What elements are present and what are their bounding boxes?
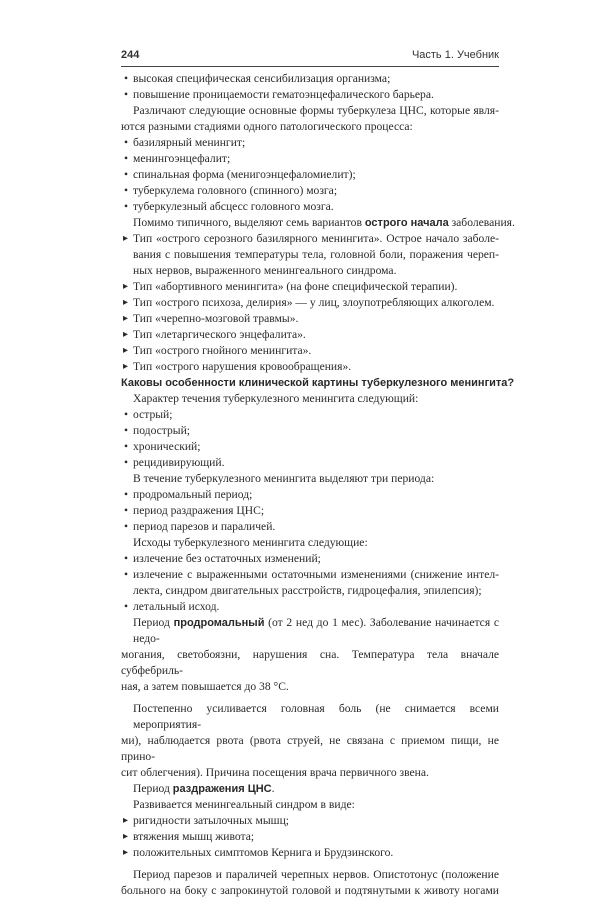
list-item-cont: вания с повышения температуры тела, головной боли, поражения череп- (133, 248, 499, 261)
paragraph-line: ная, а затем повышается до 38 °С. (121, 680, 289, 693)
paragraph-line: ются разными стадиями одного патологического процесса: (121, 120, 413, 133)
list-item: • период раздражения ЦНС; (121, 503, 499, 519)
list-item: ▸ положительных симптомов Кернига и Брудзинского. (121, 845, 499, 861)
list-item: • базилярный менингит; (121, 135, 499, 151)
list-item: ▸ Тип «острого психоза, делирия» — у лиц, злоупотребляющих алкоголем. (121, 295, 499, 311)
header-rule (121, 66, 499, 67)
list-item: • подострый; (121, 423, 499, 439)
list-item: ▸ ригидности затылочных мышц; (121, 813, 499, 829)
list-item: ▸ втяжения мышц живота; (121, 829, 499, 845)
paragraph-line (121, 215, 515, 231)
list-item: • продромальный период; (121, 487, 499, 503)
list-item: • высокая специфическая сенсибилизация организма; (121, 71, 499, 87)
list-item: • излечение с выраженными остаточными изменениями (снижение интел- (121, 567, 499, 583)
list-item: • рецидивирующий. (121, 455, 499, 471)
paragraph-line (121, 615, 499, 647)
paragraph-line: больного на боку с запрокинутой головой и подтянутыми к животу ногами (121, 884, 499, 897)
text-run: заболевания. (448, 216, 515, 229)
part-title: Часть 1. Учебник (411, 49, 499, 61)
list-item: • спинальная форма (менигоэнцефаломиелит); (121, 167, 499, 183)
list-item: ▸ Тип «абортивного менингита» (на фоне специфической терапии). (121, 279, 499, 295)
text-run: Помимо типичного, выделяют семь вариантов (133, 216, 365, 229)
list-item: ▸ Тип «черепно-мозговой травмы». (121, 311, 499, 327)
list-item: • повышение проницаемости гематоэнцефалического барьера. (121, 87, 499, 103)
paragraph-line: ми), наблюдается рвота (рвота струей, не связана с приемом пищи, не прино- (121, 734, 499, 763)
text-run: . (271, 782, 275, 795)
list-item: ▸ Тип «летаргического энцефалита». (121, 327, 499, 343)
list-item-cont: лекта, синдром двигательных расстройств, гидроцефалия, эпилепсия); (133, 584, 482, 597)
bold-term: острого начала (364, 217, 449, 229)
paragraph-line: Исходы туберкулезного менингита следующие: (133, 536, 368, 549)
paragraph-line: Развивается менингеальный синдром в виде: (133, 798, 355, 811)
page-body (121, 71, 515, 899)
list-item: ▸ Тип «острого гнойного менингита». (121, 343, 499, 359)
list-item: • менингоэнцефалит; (121, 151, 499, 167)
list-item: • острый; (121, 407, 499, 423)
page-number: 244 (121, 49, 140, 61)
bold-term: раздражения ЦНС (172, 783, 272, 795)
list-item: • хронический; (121, 439, 499, 455)
paragraph-line (121, 781, 499, 797)
text-run: Период (133, 616, 174, 629)
list-item: • туберкулема головного (спинного) мозга; (121, 183, 499, 199)
list-item: • период парезов и параличей. (121, 519, 499, 535)
text-run: Период (133, 782, 173, 795)
list-item: ▸ Тип «острого нарушения кровообращения». (121, 359, 499, 375)
list-item: • излечение без остаточных изменений; (121, 551, 499, 567)
bold-term: продромальный (173, 617, 265, 629)
paragraph-line: сит облегчения). Причина посещения врача первичного звена. (121, 766, 429, 779)
list-item-cont: ных нервов, выраженного менингеального синдрома. (133, 264, 397, 277)
paragraph-line: В течение туберкулезного менингита выделяют три периода: (133, 472, 435, 485)
list-item: ▸ Тип «острого серозного базилярного менингита». Острое начало заболе- (121, 231, 499, 247)
text-run: (от 2 нед до 1 мес). Заболевание начинается с недо- (133, 616, 500, 645)
paragraph-line: могания, светобоязни, нарушения сна. Температура тела вначале субфебриль- (121, 648, 499, 677)
paragraph-line: Постепенно усиливается головная боль (не снимается всеми мероприятия- (133, 702, 499, 731)
paragraph-line: Различают следующие основные формы туберкулеза ЦНС, которые явля- (133, 104, 499, 117)
paragraph-line: Характер течения туберкулезного менингита следующий: (133, 392, 419, 405)
list-item: • летальный исход. (121, 599, 499, 615)
paragraph-line: Период парезов и параличей черепных нервов. Опистотонус (положение (133, 868, 499, 881)
list-item: • туберкулезный абсцесс головного мозга. (121, 199, 499, 215)
section-question: Каковы особенности клинической картины туберкулезного менингита? (121, 377, 515, 389)
